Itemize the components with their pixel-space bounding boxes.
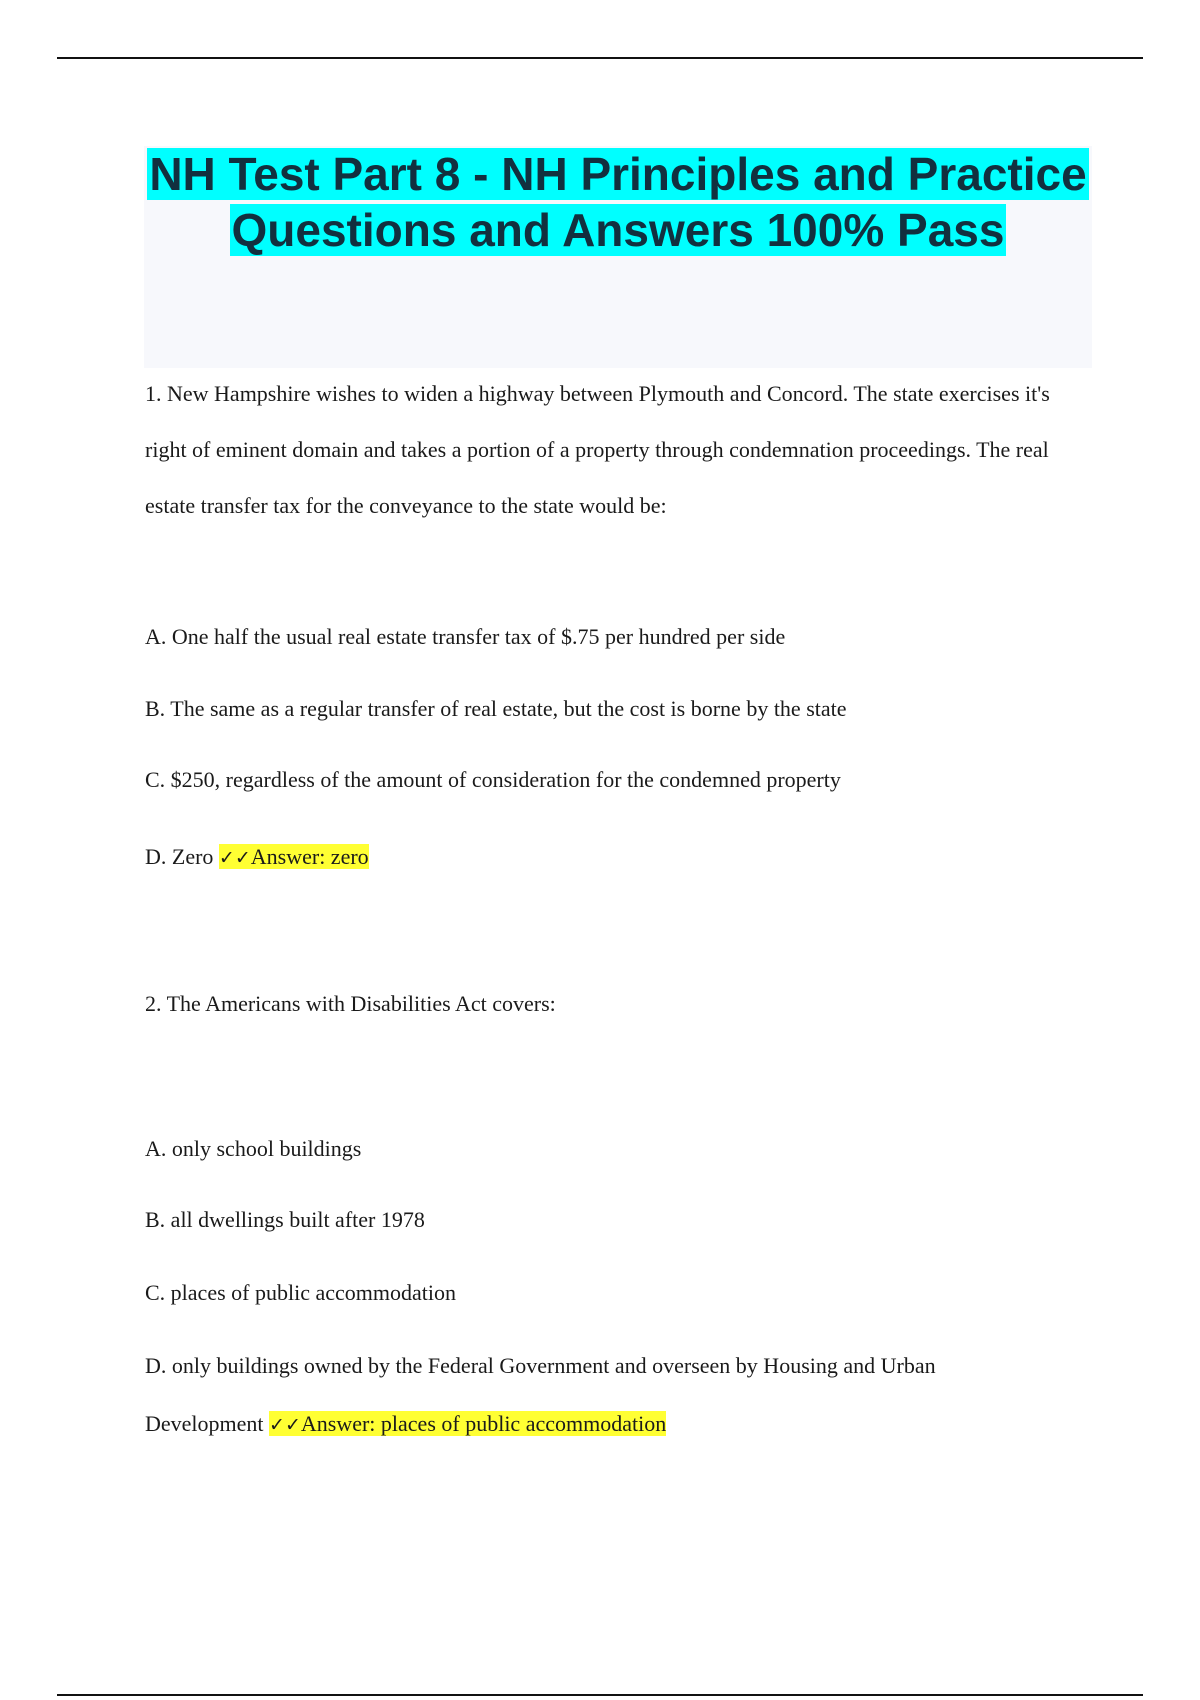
question-1-option-c: C. $250, regardless of the amount of consideration for the condemned property <box>145 767 841 792</box>
question-2-option-d-cont-line <box>145 1409 666 1440</box>
question-2-option-b: B. all dwellings built after 1978 <box>145 1207 425 1232</box>
top-rule <box>57 57 1143 59</box>
title-banner <box>144 146 1092 368</box>
question-2-answer-highlight <box>269 1411 666 1436</box>
question-2-option-a: A. only school buildings <box>145 1136 362 1161</box>
check-icon: ✓✓ <box>218 847 251 869</box>
page-title-text: NH Test Part 8 - NH Principles and Practice Questions and Answers 100% Pass <box>149 148 1087 256</box>
page-title <box>144 146 1092 258</box>
check-icon: ✓✓ <box>269 1414 301 1436</box>
question-2-option-d: D. only buildings owned by the Federal Government and overseen by Housing and Urban <box>145 1353 936 1378</box>
question-1-stem: 1. New Hampshire wishes to widen a highway between Plymouth and Concord. The state exercises it's right of eminent domain and takes a portion of a property through condemnation proceedings. The real estate transfer tax for the conveyance to the state would be: <box>145 381 1050 518</box>
question-1-answer-highlight <box>219 844 369 869</box>
question-2-answer: Answer: places of public accommodation <box>300 1411 667 1436</box>
question-1-answer: Answer: zero <box>250 844 369 869</box>
question-2-option-d-cont: Development <box>145 1411 264 1436</box>
question-2-option-c: C. places of public accommodation <box>145 1280 456 1305</box>
question-1-option-d-line <box>145 842 369 873</box>
question-1-option-d: D. Zero <box>145 844 214 869</box>
question-2-stem: 2. The Americans with Disabilities Act covers: <box>145 991 556 1016</box>
question-1-option-b: B. The same as a regular transfer of real estate, but the cost is borne by the state <box>145 696 847 721</box>
question-1-option-a: A. One half the usual real estate transfer tax of $.75 per hundred per side <box>145 624 786 649</box>
bottom-rule <box>57 1694 1143 1696</box>
